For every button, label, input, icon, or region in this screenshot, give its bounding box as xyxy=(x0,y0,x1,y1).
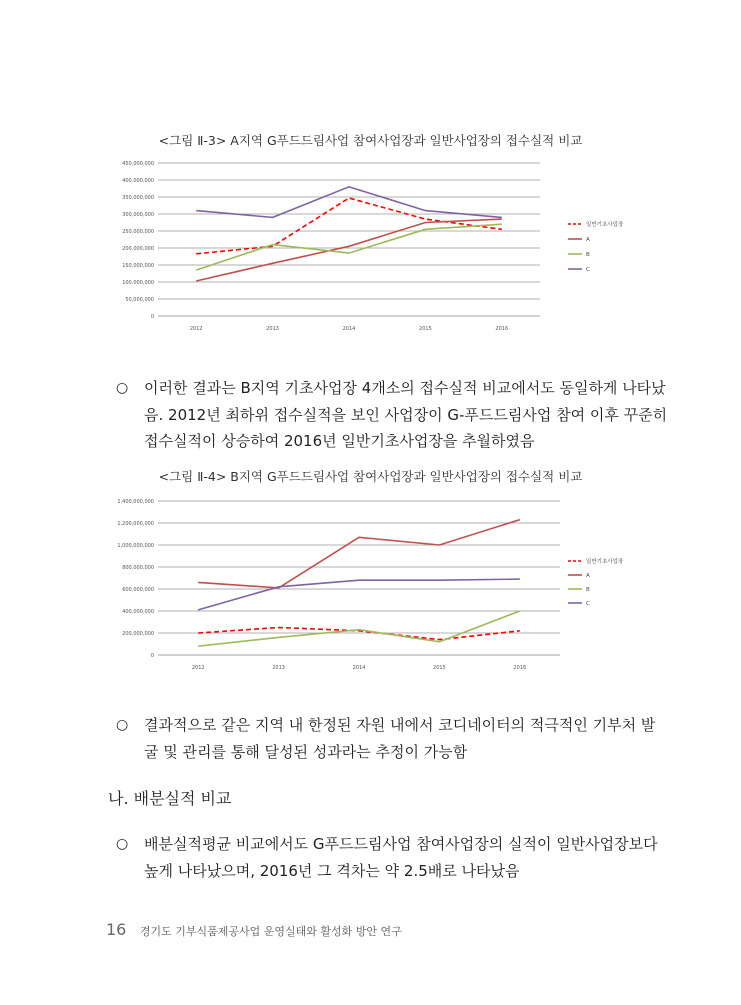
series-line-일반기초사업장 xyxy=(196,198,502,254)
footer-title: 경기도 기부식품제공사업 운영실태와 활성화 방안 연구 xyxy=(139,925,402,938)
y-tick-label: 200,000,000 xyxy=(122,246,154,252)
legend-label: A xyxy=(586,573,590,579)
paragraph-line: 접수실적이 상승하여 2016년 일반기초사업장을 추월하였음 xyxy=(144,432,535,450)
figure3-chart xyxy=(110,155,650,340)
figure4-caption: <그림 Ⅱ-4> B지역 G푸드드림사업 참여사업장과 일반사업장의 접수실적 비교 xyxy=(158,469,583,484)
figure4-svg xyxy=(110,492,650,677)
paragraph-line: 배분실적평균 비교에서도 G푸드드림사업 참여사업장의 실적이 일반사업장보다 xyxy=(144,835,658,853)
figure3-caption: <그림 Ⅱ-3> A지역 G푸드드림사업 참여사업장과 일반사업장의 접수실적 비교 xyxy=(158,133,583,148)
x-tick-label: 2015 xyxy=(419,326,432,332)
series-line-A xyxy=(198,520,520,588)
paragraph-line: 높게 나타났으며, 2016년 그 격차는 약 2.5배로 나타났음 xyxy=(144,861,520,880)
paragraph-1 xyxy=(116,375,668,455)
series-line-C xyxy=(198,579,520,610)
page-footer xyxy=(106,920,402,939)
legend-label: A xyxy=(586,237,590,243)
x-tick-label: 2014 xyxy=(342,326,356,332)
y-tick-label: 0 xyxy=(150,314,154,320)
figure4-chart xyxy=(110,492,650,677)
legend-label: B xyxy=(586,252,590,258)
paragraph-line: 이러한 결과는 B지역 기초사업장 4개소의 접수실적 비교에서도 동일하게 나타났 xyxy=(144,379,666,397)
x-tick-label: 2013 xyxy=(266,326,279,332)
y-tick-label: 350,000,000 xyxy=(122,195,154,201)
series-line-C xyxy=(196,187,502,218)
x-tick-label: 2016 xyxy=(495,326,509,332)
y-tick-label: 50,000,000 xyxy=(125,297,154,303)
y-tick-label: 400,000,000 xyxy=(122,178,154,184)
y-tick-label: 200,000,000 xyxy=(122,631,154,637)
x-tick-label: 2012 xyxy=(189,326,203,332)
y-tick-label: 800,000,000 xyxy=(122,565,154,571)
paragraph-line: 음. 2012년 최하위 접수실적을 보인 사업장이 G-푸드드림사업 참여 이후 꾸준히 xyxy=(144,405,668,424)
paragraph-2 xyxy=(116,712,656,765)
legend-label: 일반기초사업장 xyxy=(586,222,624,228)
legend-label: C xyxy=(586,267,590,273)
x-tick-label: 2014 xyxy=(352,665,366,671)
y-tick-label: 1,200,000,000 xyxy=(117,521,154,527)
y-tick-label: 1,400,000,000 xyxy=(117,499,154,505)
bullet-marker: ○ xyxy=(116,836,129,852)
series-line-B xyxy=(198,611,520,646)
legend-label: 일반기초사업장 xyxy=(586,559,624,565)
x-tick-label: 2015 xyxy=(433,665,446,671)
y-tick-label: 100,000,000 xyxy=(122,280,154,286)
bullet-marker: ○ xyxy=(116,717,129,733)
series-line-A xyxy=(196,219,502,281)
y-tick-label: 0 xyxy=(150,653,154,659)
paragraph-3 xyxy=(116,831,658,884)
y-tick-label: 1,000,000,000 xyxy=(117,543,154,549)
paragraph-line: 굴 및 관리를 통해 달성된 성과라는 추정이 가능함 xyxy=(144,742,468,761)
paragraph-line: 결과적으로 같은 지역 내 한정된 자원 내에서 코디네이터의 적극적인 기부처 발 xyxy=(144,716,656,734)
bullet-marker: ○ xyxy=(116,380,129,396)
section-heading: 나. 배분실적 비교 xyxy=(108,789,232,808)
page-number: 16 xyxy=(106,920,127,939)
y-tick-label: 600,000,000 xyxy=(122,587,154,593)
y-tick-label: 250,000,000 xyxy=(122,229,154,235)
x-tick-label: 2016 xyxy=(513,665,527,671)
y-tick-label: 400,000,000 xyxy=(122,609,154,615)
x-tick-label: 2012 xyxy=(191,665,205,671)
legend-label: B xyxy=(586,587,590,593)
figure3-svg xyxy=(110,155,650,340)
x-tick-label: 2013 xyxy=(272,665,285,671)
y-tick-label: 300,000,000 xyxy=(122,212,154,218)
y-tick-label: 150,000,000 xyxy=(122,263,154,269)
legend-label: C xyxy=(586,601,590,607)
y-tick-label: 450,000,000 xyxy=(122,161,154,167)
